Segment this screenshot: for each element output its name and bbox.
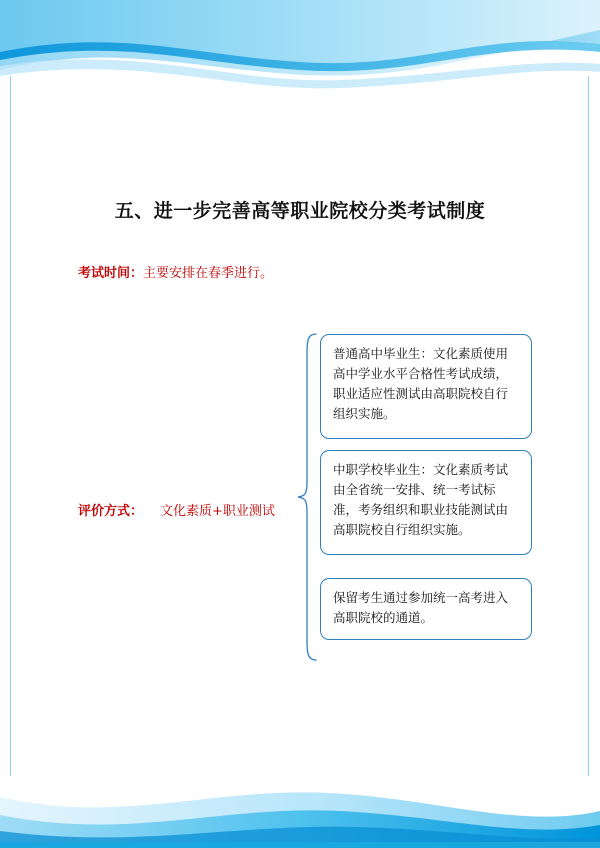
exam-time-value: 主要安排在春季进行。 [143, 266, 274, 281]
evaluation-label: 评价方式： [78, 504, 144, 519]
info-box-3 [320, 578, 532, 640]
curly-brace-icon [296, 332, 318, 662]
page-title: 五、进一步完善高等职业院校分类考试制度 [114, 200, 486, 222]
evaluation-value: 文化素质+职业测试 [160, 504, 275, 519]
info-box-3-text: 保留考生通过参加统一高考进入高职院校的通道。 [333, 590, 509, 625]
info-box-1 [320, 334, 532, 439]
exam-time-row [78, 262, 273, 281]
exam-time-label: 考试时间： [78, 266, 144, 281]
info-box-1-text: 普通高中毕业生：文化素质使用高中学业水平合格性考试成绩，职业适应性测试由高职院校自行组织实施。 [333, 346, 509, 421]
info-box-2 [320, 450, 532, 555]
info-box-2-text: 中职学校毕业生：文化素质考试由全省统一安排、统一考试标准，考务组织和职业技能测试由高职院校自行组织实施。 [333, 462, 509, 537]
